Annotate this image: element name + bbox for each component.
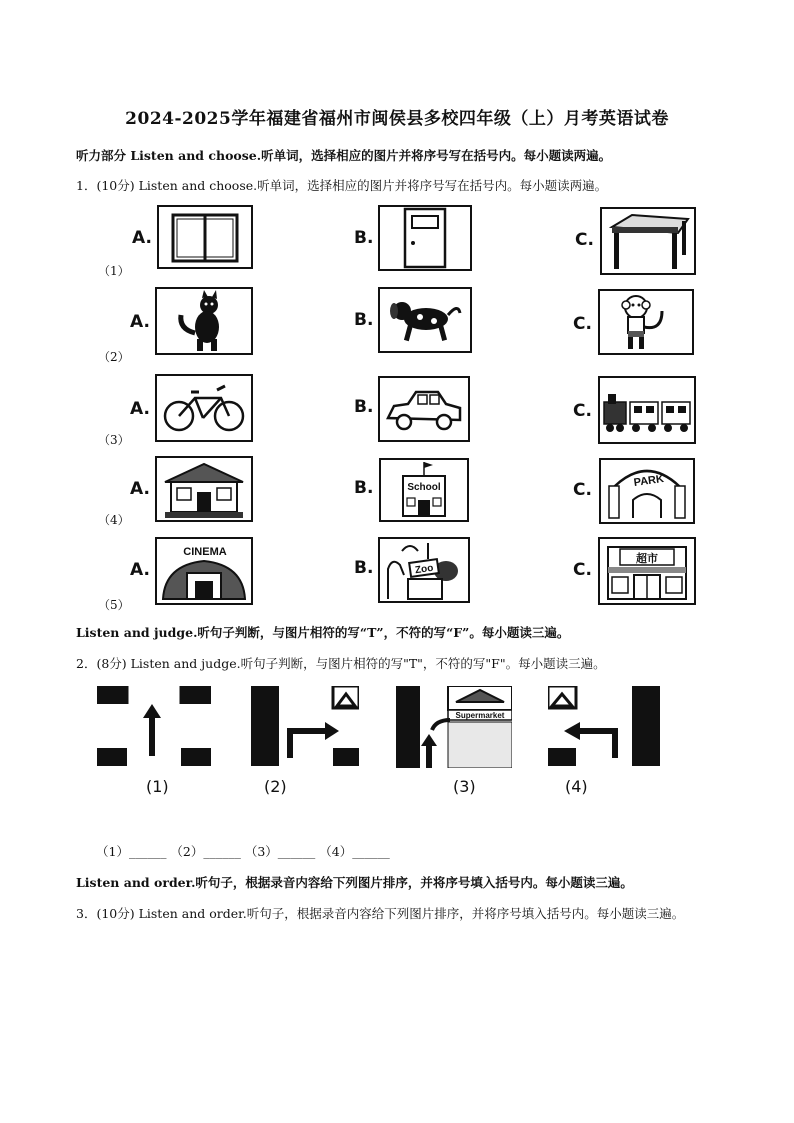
q2-label-3: (3) [453, 777, 476, 796]
desk-icon [600, 207, 696, 275]
q2-answer-blanks[interactable]: （1）______ （2）______ （3）______ （4）______ [96, 844, 390, 859]
section-listen-order: Listen and order.听句子，根据录音内容给下列图片排序，并将序号填入括号内。每小题读三遍。 [76, 875, 633, 890]
option-c: C. [573, 480, 592, 500]
section-listen-choose: 听力部分 Listen and choose.听单词，选择相应的图片并将序号写在括号内。每小题读两遍。 [76, 148, 612, 163]
row-number: （4） [98, 513, 130, 527]
window-icon [157, 205, 253, 269]
zoo-label: Zoo [414, 562, 435, 577]
option-b: B. [354, 228, 374, 248]
supermarket-cn-label: 超市 [636, 552, 658, 565]
door-icon [378, 205, 472, 271]
road-supermarket-picture [396, 686, 512, 768]
row-number: （3） [98, 433, 130, 447]
option-a: A. [130, 399, 150, 419]
section-listen-judge: Listen and judge.听句子判断，与图片相符的写“T”，不符的写“F”。每小题读三遍。 [76, 625, 570, 640]
park-label: PARK [632, 472, 665, 490]
question-3: 3．(10分) Listen and order.听句子，根据录音内容给下列图片排序，并将序号填入括号内。每小题读三遍。 [76, 906, 685, 921]
park-icon [599, 458, 695, 524]
train-icon [598, 376, 696, 444]
row-number: （2） [98, 350, 130, 364]
school-label: School [407, 482, 441, 493]
cinema-icon [155, 537, 253, 605]
road-left-turn-picture [548, 686, 660, 766]
option-a: A. [130, 312, 150, 332]
option-a: A. [130, 479, 150, 499]
question-1: 1．(10分) Listen and choose.听单词，选择相应的图片并将序号写在括号内。每小题读两遍。 [76, 178, 608, 193]
q2-label-1: (1) [146, 777, 169, 796]
cat-icon [155, 287, 253, 355]
option-a: A. [132, 228, 152, 248]
road-right-turn-picture [251, 686, 359, 766]
cinema-label: CINEMA [183, 546, 227, 558]
row-number: （5） [98, 598, 130, 612]
school-icon [379, 458, 469, 522]
option-c: C. [575, 230, 594, 250]
option-b: B. [354, 310, 374, 330]
row-number: （1） [98, 264, 130, 278]
question-2: 2．(8分) Listen and judge.听句子判断，与图片相符的写"T"，不符的写"F"。每小题读三遍。 [76, 656, 606, 671]
dog-icon [378, 287, 472, 353]
monkey-icon [598, 289, 694, 355]
q2-label-4: (4) [565, 777, 588, 796]
home-icon [155, 456, 253, 522]
option-b: B. [354, 558, 374, 578]
road-straight-picture [97, 686, 211, 766]
supermarket-sign: Supermarket [455, 711, 505, 720]
zoo-icon [378, 537, 470, 603]
option-b: B. [354, 397, 374, 417]
option-a: A. [130, 560, 150, 580]
option-c: C. [573, 314, 592, 334]
supermarket-icon [598, 537, 696, 605]
page-title: 2024-2025学年福建省福州市闽侯县多校四年级（上）月考英语试卷 [125, 109, 669, 129]
q2-label-2: (2) [264, 777, 287, 796]
option-b: B. [354, 478, 374, 498]
option-c: C. [573, 401, 592, 421]
car-icon [378, 376, 470, 442]
bike-icon [155, 374, 253, 442]
option-c: C. [573, 560, 592, 580]
